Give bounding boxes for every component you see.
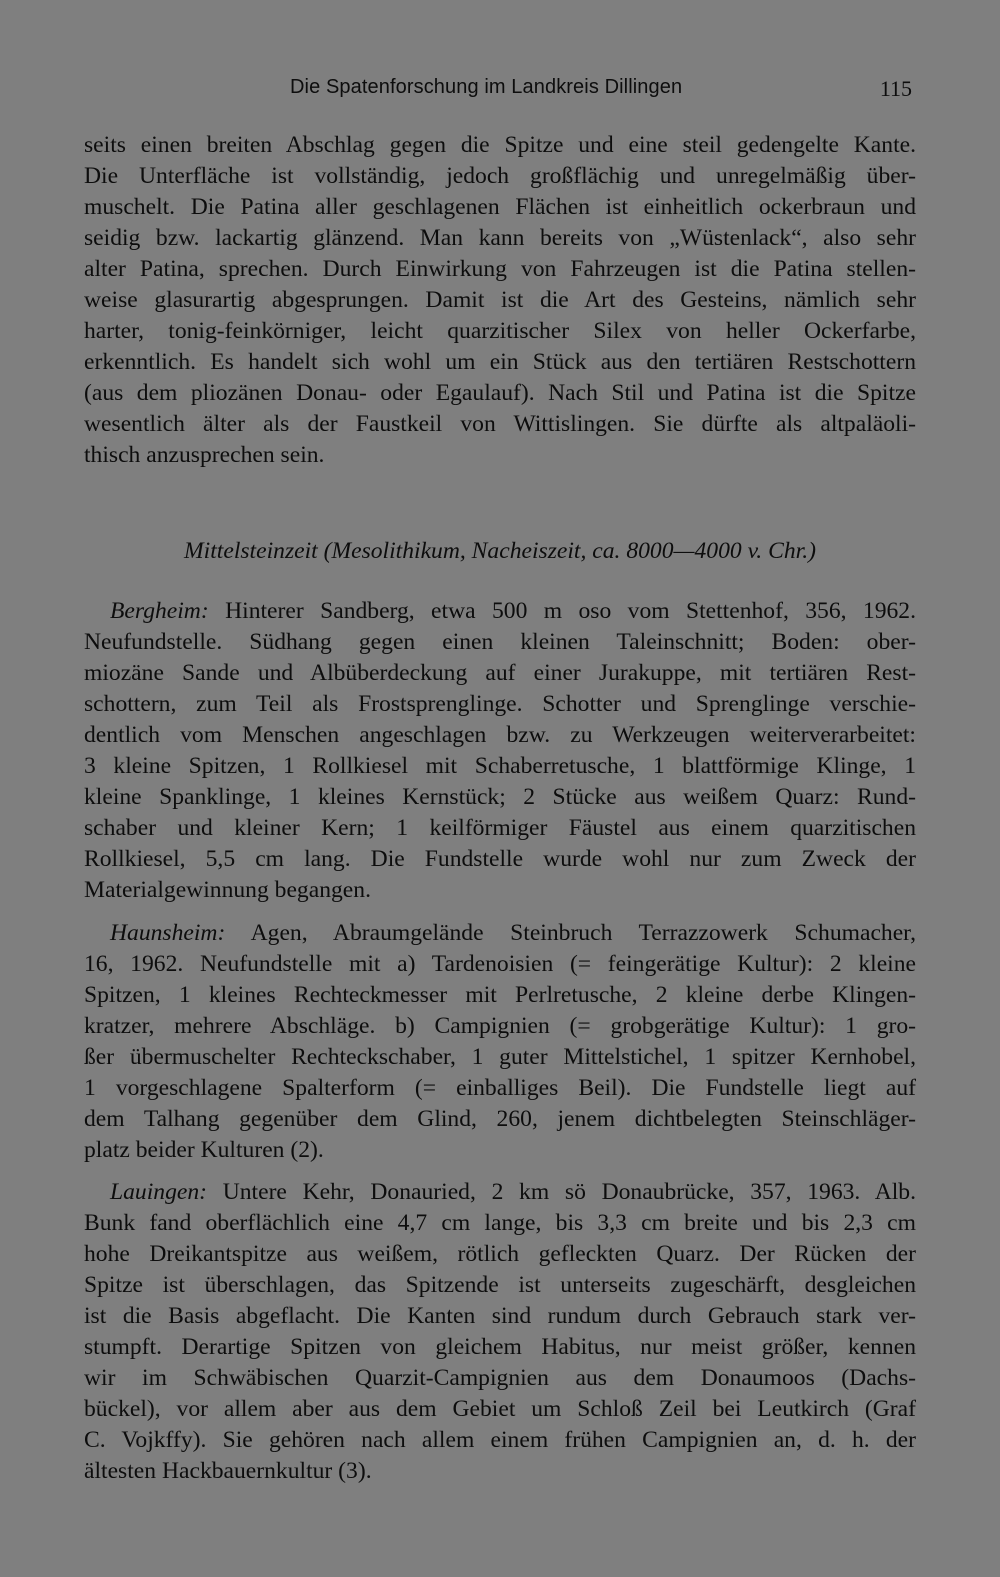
- text-line: weise glasurartig abgesprungen. Damit ist die Art des Gesteins, nämlich sehr: [84, 287, 916, 313]
- text-line: seits einen breiten Abschlag gegen die Spitze und eine steil gedengelte Kante.: [84, 132, 916, 158]
- text-line: kleine Spanklinge, 1 kleines Kernstück; 2 Stücke aus weißem Quarz: Rund-: [84, 784, 916, 810]
- text-line: schottern, zum Teil als Frostsprenglinge. Schotter und Sprenglinge verschie-: [84, 691, 916, 717]
- text-line: hohe Dreikantspitze aus weißem, rötlich gefleckten Quarz. Der Rücken der: [84, 1241, 916, 1267]
- text-line: Spitzen, 1 kleines Rechteckmesser mit Perlretusche, 2 kleine derbe Klingen-: [84, 982, 916, 1008]
- text-line: seidig bzw. lackartig glänzend. Man kann bereits von „Wüstenlack“, also sehr: [84, 225, 916, 251]
- text-line: 3 kleine Spitzen, 1 Rollkiesel mit Schaberretusche, 1 blattförmige Klinge, 1: [84, 753, 916, 779]
- text-line: ist die Basis abgeflacht. Die Kanten sind rundum durch Gebrauch stark ver-: [84, 1303, 916, 1329]
- text-line: stumpft. Derartige Spitzen von gleichem Habitus, nur meist größer, kennen: [84, 1334, 916, 1360]
- page-number: 115: [879, 76, 912, 101]
- text-line: Bunk fand oberflächlich eine 4,7 cm lange, bis 3,3 cm breite und bis 2,3 cm: [84, 1210, 916, 1236]
- text-line: thisch anzusprechen sein.: [84, 442, 325, 468]
- entry-first-line-text: Agen, Abraumgelände Steinbruch Terrazzowerk Schumacher,: [250, 920, 916, 946]
- text-line: 1 vorgeschlagene Spalterform (= einballiges Beil). Die Fundstelle liegt auf: [84, 1075, 916, 1101]
- text-line: Rollkiesel, 5,5 cm lang. Die Fundstelle wurde wohl nur zum Zweck der: [84, 846, 916, 872]
- text-line: 16, 1962. Neufundstelle mit a) Tardenoisien (= feingerätige Kultur): 2 kleine: [84, 951, 916, 977]
- text-line: Neufundstelle. Südhang gegen einen kleinen Taleinschnitt; Boden: ober-: [84, 629, 916, 655]
- text-line: Die Unterfläche ist vollständig, jedoch großflächig und unregelmäßig über-: [84, 163, 916, 189]
- running-head: [84, 76, 916, 104]
- book-page: [84, 0, 916, 1577]
- text-line: schaber und kleiner Kern; 1 keilförmiger Fäustel aus einem quarzitischen: [84, 815, 916, 841]
- text-line: C. Vojkffy). Sie gehören nach allem einem frühen Campignien an, d. h. der: [84, 1427, 916, 1453]
- entry-first-line: [84, 918, 916, 948]
- text-line: miozäne Sande und Albüberdeckung auf einer Jurakuppe, mit tertiären Rest-: [84, 660, 916, 686]
- text-line: harter, tonig-feinkörniger, leicht quarzitischer Silex von heller Ockerfarbe,: [84, 318, 916, 344]
- entry-first-line: [84, 596, 916, 626]
- entry-lead-place: Haunsheim:: [110, 920, 226, 946]
- text-line: alter Patina, sprechen. Durch Einwirkung von Fahrzeugen ist die Patina stellen-: [84, 256, 916, 282]
- entry-first-line: [84, 1177, 916, 1207]
- running-title: Die Spatenforschung im Landkreis Dillingen: [290, 76, 683, 98]
- text-line: dentlich vom Menschen angeschlagen bzw. zu Werkzeugen weiterverarbeitet:: [84, 722, 916, 748]
- text-line: kratzer, mehrere Abschläge. b) Campignien (= grobgerätige Kultur): 1 gro-: [84, 1013, 916, 1039]
- text-line: dem Talhang gegenüber dem Glind, 260, jenem dichtbelegten Steinschläger-: [84, 1106, 916, 1132]
- text-line: ßer übermuschelter Rechteckschaber, 1 guter Mittelstichel, 1 spitzer Kernhobel,: [84, 1044, 916, 1070]
- text-line: platz beider Kulturen (2).: [84, 1137, 324, 1163]
- text-line: Spitze ist überschlagen, das Spitzende ist unterseits zugeschärft, desgleichen: [84, 1272, 916, 1298]
- text-line: erkenntlich. Es handelt sich wohl um ein Stück aus den tertiären Restschottern: [84, 349, 916, 375]
- entry-first-line-text: Hinterer Sandberg, etwa 500 m oso vom Stettenhof, 356, 1962.: [225, 598, 916, 624]
- entry-lead-place: Bergheim:: [110, 598, 209, 624]
- text-line: ältesten Hackbauernkultur (3).: [84, 1458, 372, 1484]
- entry-first-line-text: Untere Kehr, Donauried, 2 km sö Donaubrücke, 357, 1963. Alb.: [222, 1179, 917, 1205]
- section-heading: Mittelsteinzeit (Mesolithikum, Nacheiszeit, ca. 8000—4000 v. Chr.): [184, 538, 816, 564]
- text-line: wesentlich älter als der Faustkeil von Wittislingen. Sie dürfte als altpaläoli-: [84, 411, 916, 437]
- text-line: bückel), vor allem aber aus dem Gebiet um Schloß Zeil bei Leutkirch (Graf: [84, 1396, 916, 1422]
- text-line: (aus dem pliozänen Donau- oder Egaulauf). Nach Stil und Patina ist die Spitze: [84, 380, 916, 406]
- text-line: wir im Schwäbischen Quarzit-Campignien aus dem Donaumoos (Dachs-: [84, 1365, 916, 1391]
- text-line: muschelt. Die Patina aller geschlagenen Flächen ist einheitlich ockerbraun und: [84, 194, 916, 220]
- text-line: Materialgewinnung begangen.: [84, 877, 371, 903]
- entry-lead-place: Lauingen:: [110, 1179, 207, 1205]
